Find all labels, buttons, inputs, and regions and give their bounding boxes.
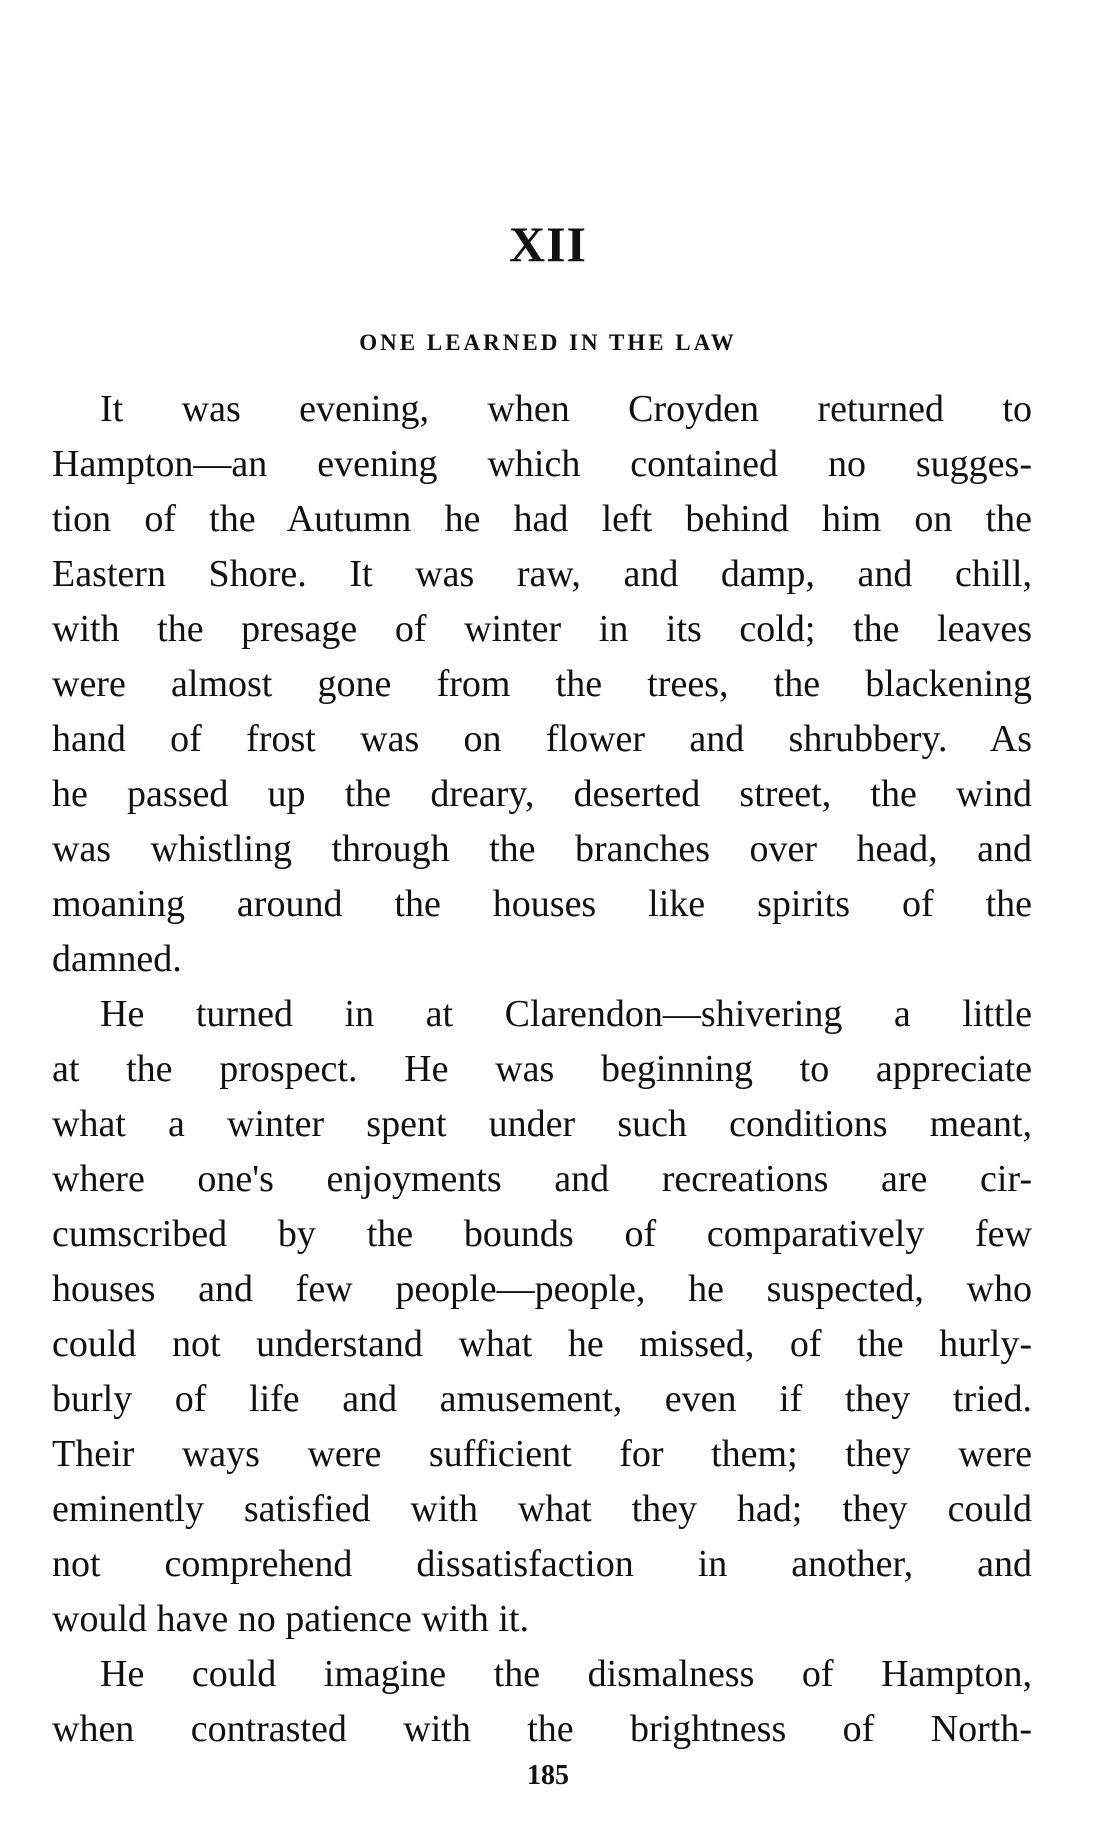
body-text bbox=[52, 382, 1032, 1757]
paragraph bbox=[52, 382, 1032, 987]
text-line: not comprehend dissatisfaction in another, and bbox=[52, 1543, 1032, 1585]
text-line: hand of frost was on flower and shrubbery. As bbox=[52, 718, 1032, 760]
text-line: what a winter spent under such conditions meant, bbox=[52, 1103, 1032, 1145]
text-line: Hampton—an evening which contained no sugges- bbox=[52, 443, 1032, 485]
text-line: with the presage of winter in its cold; the leaves bbox=[52, 608, 1032, 650]
text-line: cumscribed by the bounds of comparatively few bbox=[52, 1213, 1032, 1255]
text-line: could not understand what he missed, of the hurly- bbox=[52, 1323, 1032, 1365]
text-line: It was evening, when Croyden returned to bbox=[100, 388, 1032, 430]
paragraph bbox=[52, 987, 1032, 1647]
text-line: would have no patience with it. bbox=[52, 1598, 529, 1640]
text-line: He turned in at Clarendon—shivering a little bbox=[100, 993, 1032, 1035]
text-line: when contrasted with the brightness of North- bbox=[52, 1708, 1032, 1750]
text-line: houses and few people—people, he suspected, who bbox=[52, 1268, 1032, 1310]
paragraph bbox=[52, 1647, 1032, 1757]
text-line: Eastern Shore. It was raw, and damp, and chill, bbox=[52, 553, 1032, 595]
text-line: was whistling through the branches over head, and bbox=[52, 828, 1032, 870]
text-line: where one's enjoyments and recreations are cir- bbox=[52, 1158, 1032, 1200]
chapter-title: ONE LEARNED IN THE LAW bbox=[359, 330, 737, 355]
text-line: Their ways were sufficient for them; they were bbox=[52, 1433, 1032, 1475]
text-line: he passed up the dreary, deserted street, the wind bbox=[52, 773, 1032, 815]
text-line: damned. bbox=[52, 938, 182, 980]
text-line: at the prospect. He was beginning to appreciate bbox=[52, 1048, 1032, 1090]
chapter-number: XII bbox=[508, 216, 588, 272]
text-line: He could imagine the dismalness of Hampton, bbox=[100, 1653, 1032, 1695]
text-line: tion of the Autumn he had left behind him on the bbox=[52, 498, 1032, 540]
page-number: 185 bbox=[527, 1760, 569, 1791]
text-line: were almost gone from the trees, the blackening bbox=[52, 663, 1032, 705]
text-line: eminently satisfied with what they had; they could bbox=[52, 1488, 1032, 1530]
text-line: moaning around the houses like spirits of the bbox=[52, 883, 1032, 925]
text-line: burly of life and amusement, even if they tried. bbox=[52, 1378, 1032, 1420]
